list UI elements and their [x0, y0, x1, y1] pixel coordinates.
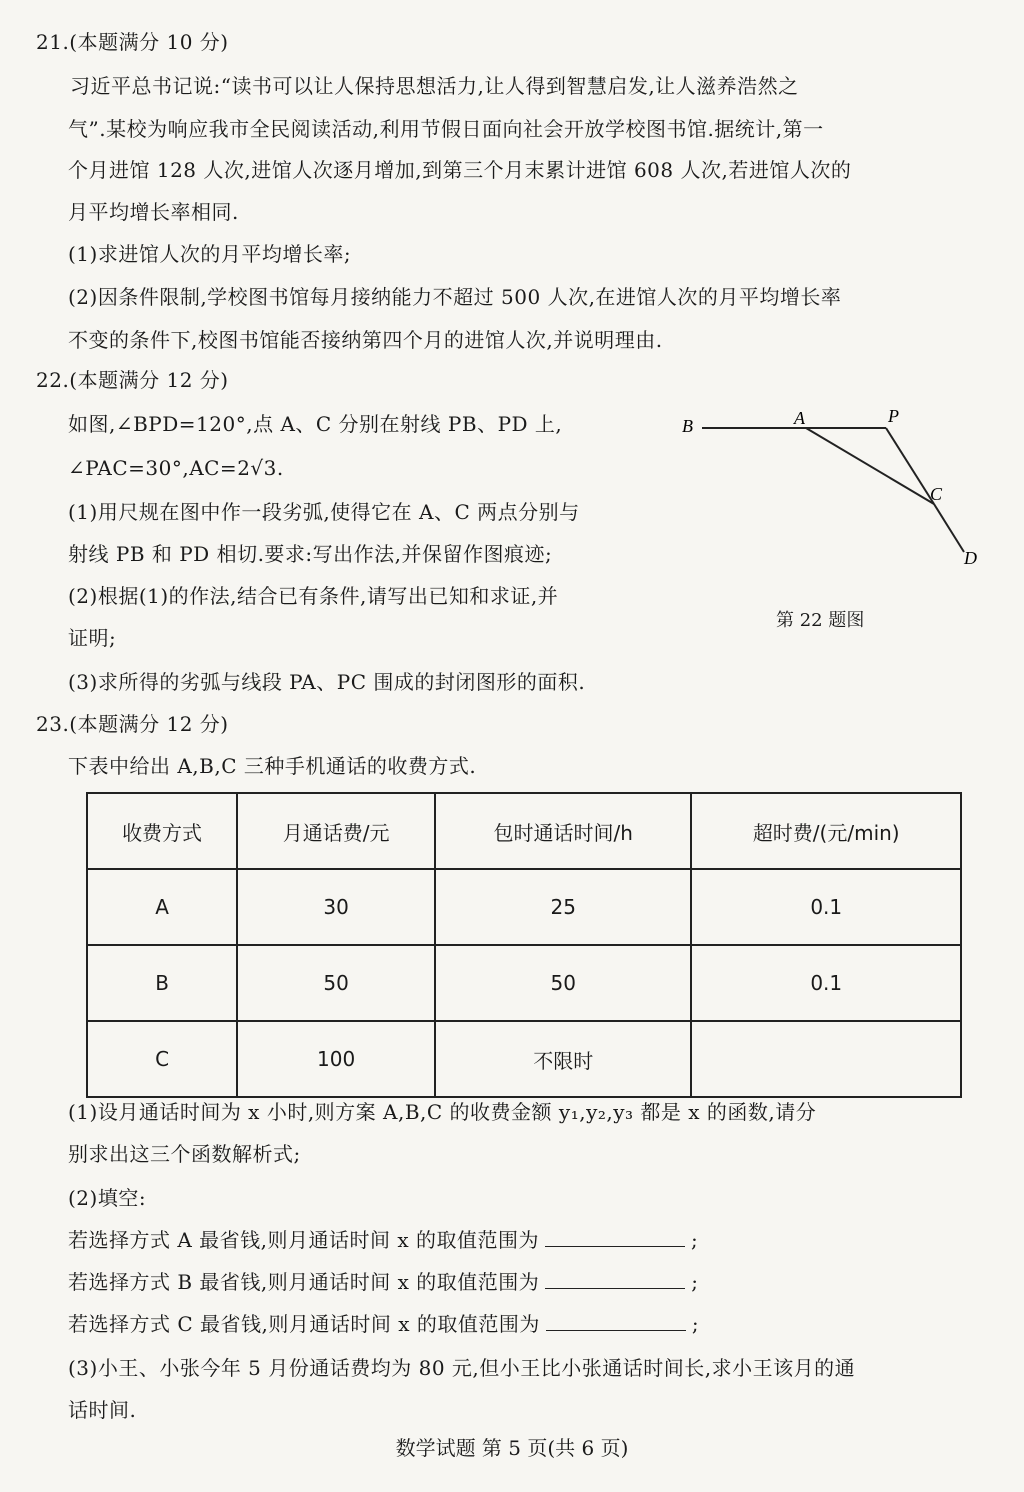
- q21-text-line-1: 习近平总书记说:“读书可以让人保持思想活力,让人得到智慧启发,让人滋养浩然之: [70, 74, 799, 98]
- label-a: A: [794, 408, 805, 428]
- answer-blank-b[interactable]: [545, 1268, 685, 1289]
- answer-blank-a[interactable]: [545, 1226, 685, 1247]
- q21-sub-2-line-2: 不变的条件下,校图书馆能否接纳第四个月的进馆人次,并说明理由.: [68, 328, 663, 352]
- q22-sub-3: (3)求所得的劣弧与线段 PA、PC 围成的封闭图形的面积.: [68, 670, 586, 694]
- q23-sub-3-line-2: 话时间.: [68, 1398, 137, 1422]
- cell: [691, 1021, 961, 1097]
- cell: C: [87, 1021, 237, 1097]
- label-c: C: [930, 484, 943, 504]
- q22-sub-2-line-2: 证明;: [68, 626, 117, 650]
- cell: 50: [435, 945, 691, 1021]
- q22-figure-caption: 第 22 题图: [776, 610, 865, 631]
- q23-fill-b-line: [68, 1268, 699, 1296]
- label-p: P: [888, 406, 899, 426]
- q22-text-line-2: ∠PAC=30°,AC=2√3.: [68, 456, 284, 480]
- cell: 25: [435, 869, 691, 945]
- header-method: 收费方式: [87, 793, 237, 869]
- ray-pd-part-2: [934, 504, 964, 552]
- q22-heading: 22.(本题满分 12 分): [36, 368, 229, 392]
- q22-sub-2-line-1: (2)根据(1)的作法,结合已有条件,请写出已知和求证,并: [68, 584, 559, 608]
- q21-sub-1: (1)求进馆人次的月平均增长率;: [68, 242, 352, 266]
- q21-text-line-2: 气”.某校为响应我市全民阅读活动,利用节假日面向社会开放学校图书馆.据统计,第一: [68, 117, 824, 141]
- q22-sub-1-line-2: 射线 PB 和 PD 相切.要求:写出作法,并保留作图痕迹;: [68, 542, 553, 566]
- semicolon: ;: [691, 1270, 699, 1294]
- header-overtime-fee: 超时费/(元/min): [691, 793, 961, 869]
- q23-sub-1-line-2: 别求出这三个函数解析式;: [68, 1142, 301, 1166]
- cell: 30: [237, 869, 435, 945]
- table-row: [87, 1021, 961, 1097]
- q23-sub-3-line-1: (3)小王、小张今年 5 月份通话费均为 80 元,但小王比小张通话时间长,求小王该月的通: [68, 1356, 856, 1380]
- q23-sub-2: (2)填空:: [68, 1186, 147, 1210]
- cell: 不限时: [435, 1021, 691, 1097]
- semicolon: ;: [691, 1228, 699, 1252]
- page-footer: 数学试题 第 5 页(共 6 页): [395, 1436, 629, 1460]
- table-row: [87, 869, 961, 945]
- q22-sub-1-line-1: (1)用尺规在图中作一段劣弧,使得它在 A、C 两点分别与: [68, 500, 580, 524]
- cell: B: [87, 945, 237, 1021]
- q23-intro: 下表中给出 A,B,C 三种手机通话的收费方式.: [68, 754, 477, 778]
- q22-figure: [678, 400, 998, 580]
- q21-heading: 21.(本题满分 10 分): [36, 30, 229, 54]
- q23-sub-1-line-1: (1)设月通话时间为 x 小时,则方案 A,B,C 的收费金额 y₁,y₂,y₃ 都是 x 的函数,请分: [68, 1100, 817, 1124]
- cell: 50: [237, 945, 435, 1021]
- answer-blank-c[interactable]: [546, 1310, 686, 1331]
- cell: A: [87, 869, 237, 945]
- q23-fill-c-line: [68, 1310, 699, 1338]
- cell: 0.1: [691, 945, 961, 1021]
- cell: 100: [237, 1021, 435, 1097]
- q22-text-line-1: 如图,∠BPD=120°,点 A、C 分别在射线 PB、PD 上,: [68, 412, 563, 436]
- label-b: B: [682, 416, 693, 436]
- q21-text-line-4: 月平均增长率相同.: [68, 200, 239, 224]
- header-monthly-fee: 月通话费/元: [237, 793, 435, 869]
- q23-fill-c-text: 若选择方式 C 最省钱,则月通话时间 x 的取值范围为: [68, 1312, 540, 1336]
- ray-pd-part-1: [886, 428, 934, 504]
- q21-text-line-3: 个月进馆 128 人次,进馆人次逐月增加,到第三个月末累计进馆 608 人次,若进馆人次的: [68, 158, 852, 182]
- segment-ac: [806, 428, 934, 504]
- semicolon: ;: [691, 1312, 700, 1336]
- fee-table: [86, 792, 962, 1098]
- q23-fill-a-text: 若选择方式 A 最省钱,则月通话时间 x 的取值范围为: [68, 1228, 540, 1252]
- q23-fill-a-line: [68, 1226, 698, 1254]
- fee-table-header-row: [87, 793, 961, 869]
- table-row: [87, 945, 961, 1021]
- q23-heading: 23.(本题满分 12 分): [36, 712, 229, 736]
- label-d: D: [964, 548, 977, 568]
- cell: 0.1: [691, 869, 961, 945]
- header-included-time: 包时通话时间/h: [435, 793, 691, 869]
- q21-sub-2-line-1: (2)因条件限制,学校图书馆每月接纳能力不超过 500 人次,在进馆人次的月平均增长率: [68, 285, 842, 309]
- q23-fill-b-text: 若选择方式 B 最省钱,则月通话时间 x 的取值范围为: [68, 1270, 540, 1294]
